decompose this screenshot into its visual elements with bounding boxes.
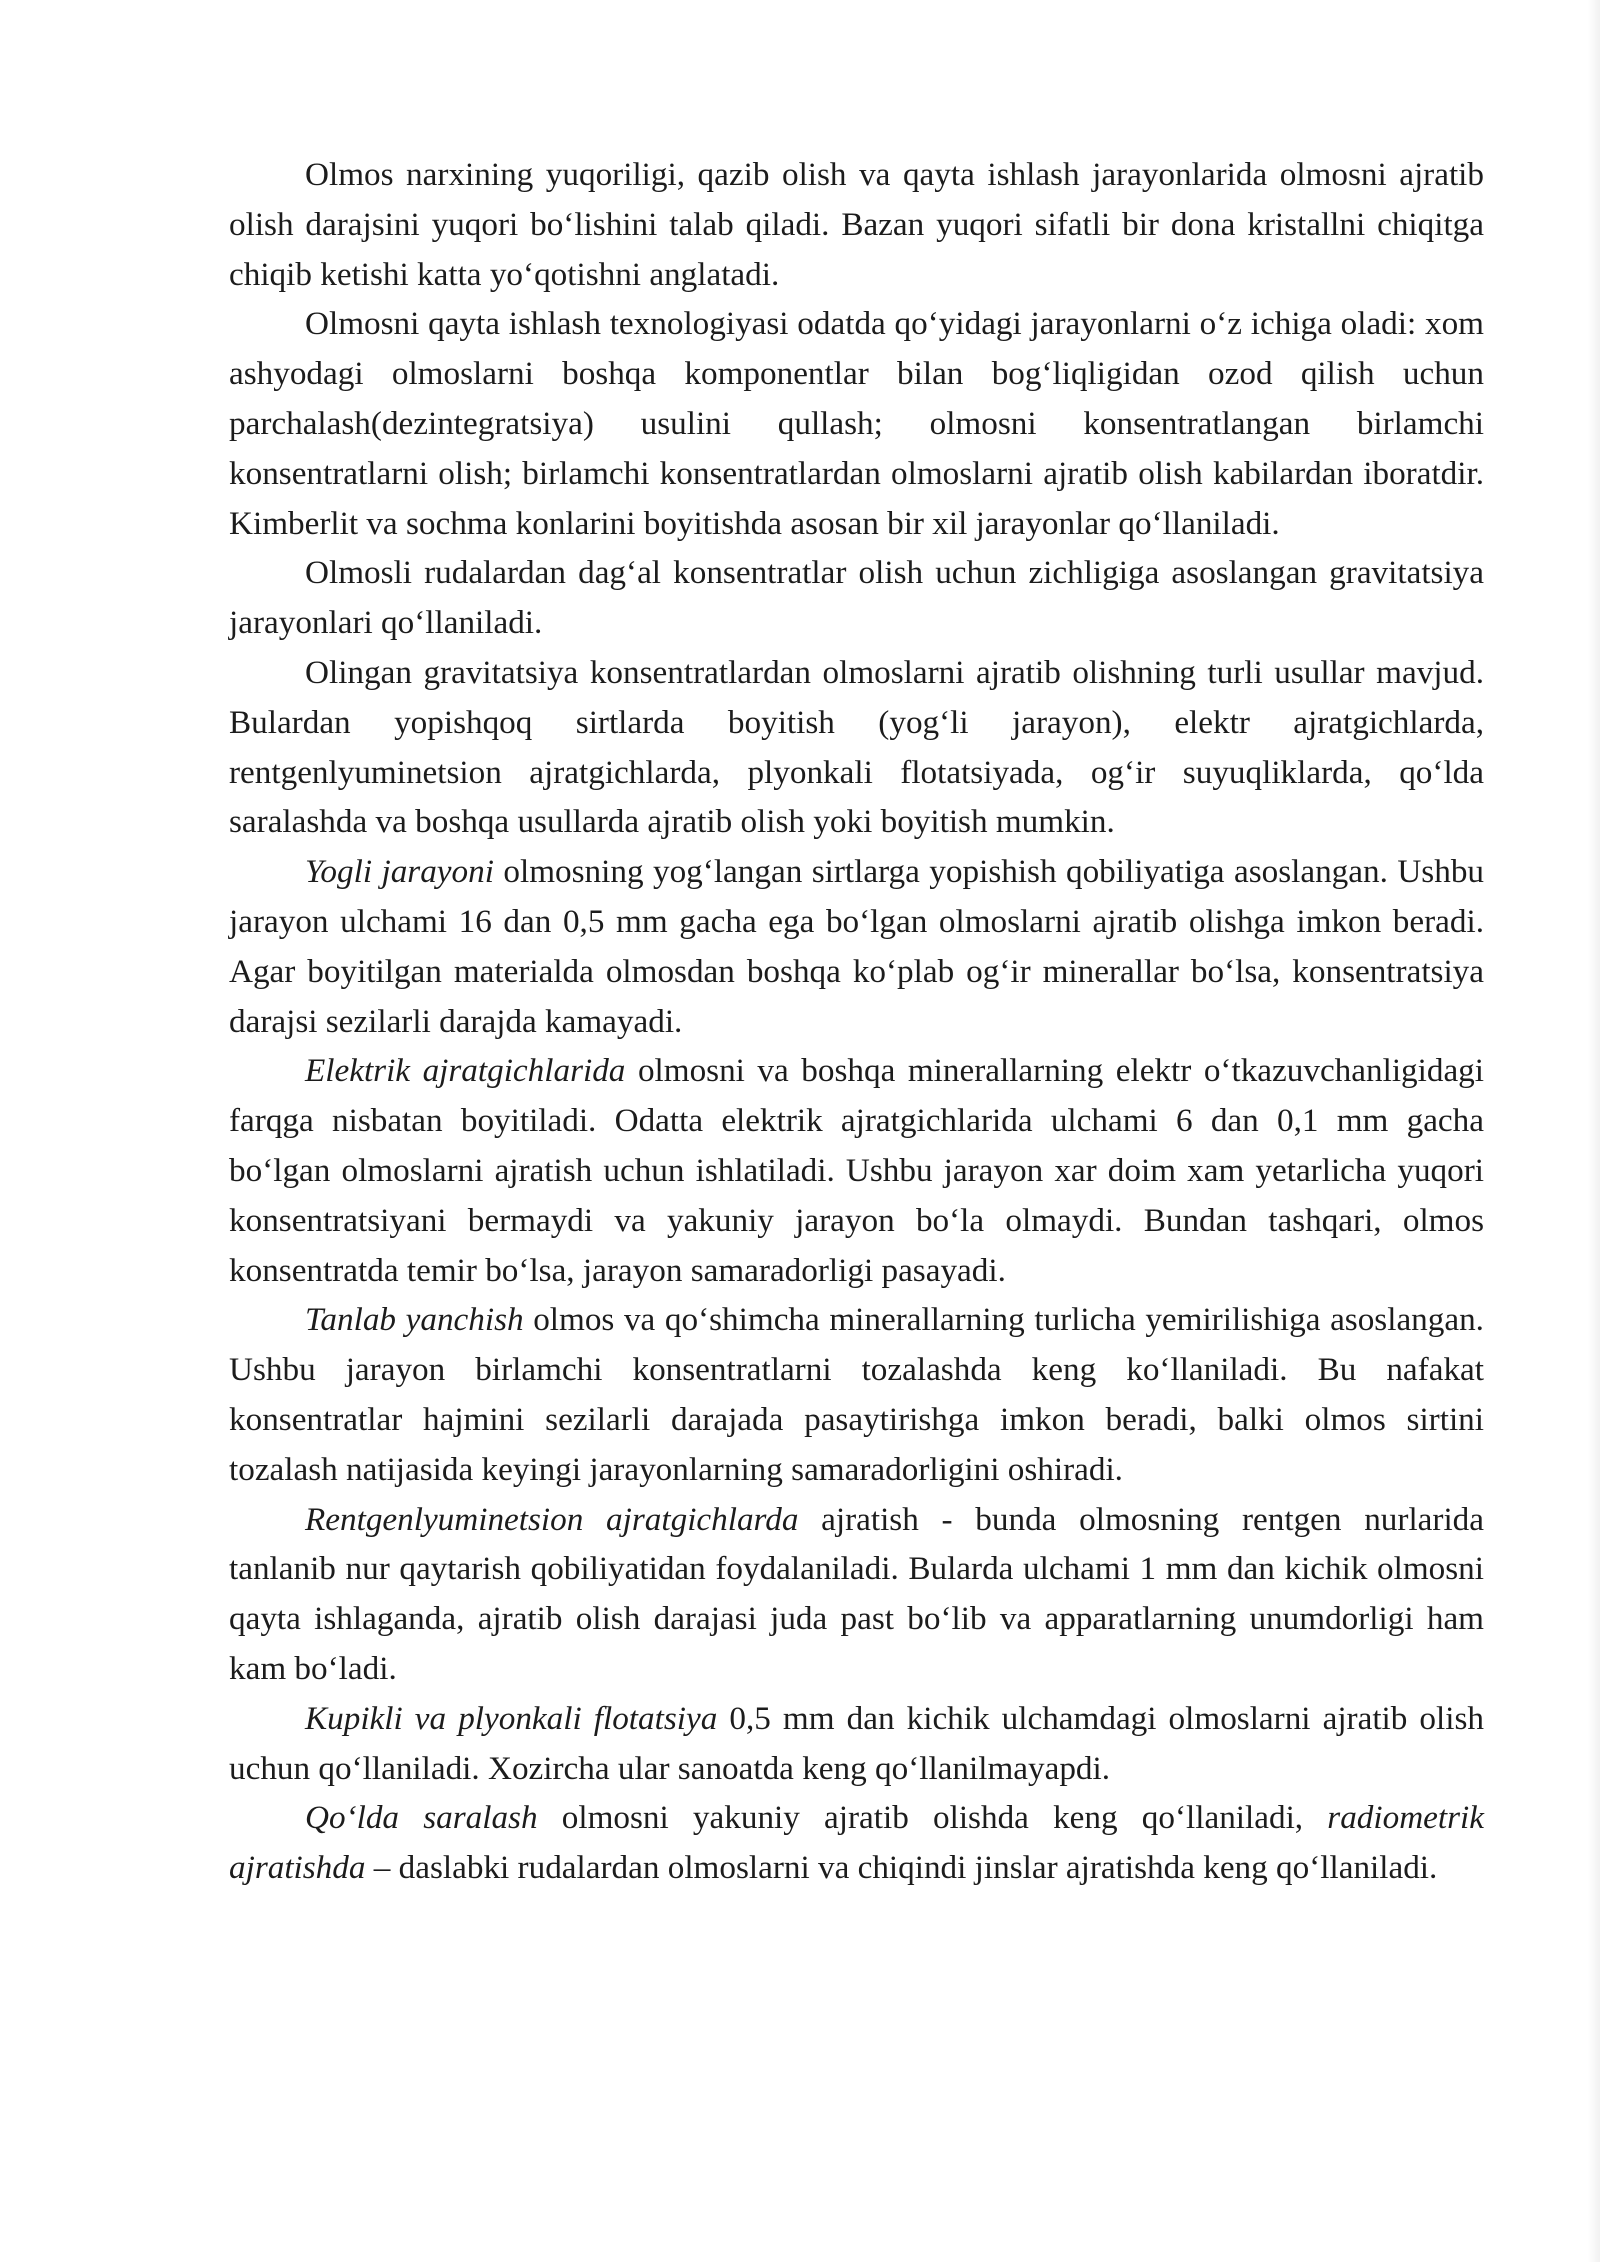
paragraph-text: Olmosli rudalardan dag‘al konsentratlar olish uchun zichligiga asoslangan gravitatsiya jarayonlari qo‘llaniladi. bbox=[229, 554, 1484, 642]
page-edge-shadow bbox=[1588, 0, 1600, 2262]
italic-term: Elektrik ajratgichlarida bbox=[305, 1052, 626, 1090]
paragraph bbox=[229, 1295, 1484, 1494]
italic-term: Yogli jarayoni bbox=[305, 853, 494, 891]
italic-term: Kupikli va plyonkali flotatsiya bbox=[305, 1699, 718, 1737]
paragraph-text: olmosni yakuniy ajratib olishda keng qo‘llaniladi, bbox=[537, 1799, 1328, 1837]
paragraph bbox=[229, 847, 1484, 1046]
document-body bbox=[229, 150, 1484, 1893]
paragraph bbox=[229, 1046, 1484, 1295]
paragraph-text: olmos va qo‘shimcha minerallarning turlicha yemirilishiga asoslangan. Ushbu jarayon birlamchi konsentratlarni tozalashda keng ko‘llaniladi. Bu nafakat konsentratlar hajmini sezilarli darajada pasaytirishga imkon beradi, balki olmos sirtini tozalash natijasida keyingi jarayonlarning samaradorligini oshiradi. bbox=[229, 1301, 1484, 1488]
paragraph bbox=[229, 1694, 1484, 1794]
paragraph bbox=[229, 548, 1484, 648]
italic-term: Rentgenlyuminetsion ajratgichlarda bbox=[305, 1500, 799, 1538]
paragraph bbox=[229, 299, 1484, 548]
italic-term: Tanlab yanchish bbox=[305, 1301, 524, 1339]
paragraph bbox=[229, 648, 1484, 847]
paragraph-text: olmosning yog‘langan sirtlarga yopishish qobiliyatiga asoslangan. Ushbu jarayon ulchami 16 dan 0,5 mm gacha ega bo‘lgan olmoslarni ajratib olishga imkon beradi. Agar boyitilgan materialda olmosdan boshqa ko‘plab og‘ir minerallar bo‘lsa, konsentratsiya darajsi sezilarli darajda kamayadi. bbox=[229, 853, 1485, 1040]
italic-term: Qo‘lda saralash bbox=[305, 1799, 538, 1837]
italic-term: radiometrik ajratishda bbox=[229, 1799, 1484, 1887]
paragraph-text: – daslabki rudalardan olmoslarni va chiqindi jinslar ajratishda keng qo‘llaniladi. bbox=[365, 1849, 1438, 1887]
paragraph-text: Olmosni qayta ishlash texnologiyasi odatda qo‘yidagi jarayonlarni o‘z ichiga oladi: xom ashyodagi olmoslarni boshqa komponentlar bilan bog‘liqligidan ozod qilish uchun parchalash(dezintegratsiya) usulini qullash; olmosni konsentratlangan birlamchi konsentratlarni olish; birlamchi konsentratlardan olmoslarni ajratib olish kabilardan iboratdir. Kimberlit va sochma konlarini boyitishda asosan bir xil jarayonlar qo‘llaniladi. bbox=[229, 305, 1484, 542]
paragraph-text: olmosni va boshqa minerallarning elektr o‘tkazuvchanligidagi farqga nisbatan boyitiladi. Odatta elektrik ajratgichlarida ulchami 6 dan 0,1 mm gacha bo‘lgan olmoslarni ajratish uchun ishlatiladi. Ushbu jarayon xar doim xam yetarlicha yuqori konsentratsiyani bermaydi va yakuniy jarayon bo‘la olmaydi. Bundan tashqari, olmos konsentratda temir bo‘lsa, jarayon samaradorligi pasayadi. bbox=[229, 1052, 1484, 1289]
paragraph bbox=[229, 150, 1484, 299]
paragraph bbox=[229, 1793, 1484, 1893]
paragraph bbox=[229, 1495, 1484, 1694]
paragraph-text: ajratish - bunda olmosning rentgen nurlarida tanlanib nur qaytarish qobiliyatidan foydalaniladi. Bularda ulchami 1 mm dan kichik olmosni qayta ishlaganda, ajratib olish darajasi juda past bo‘lib va apparatlarning unumdorligi ham kam bo‘ladi. bbox=[229, 1500, 1485, 1687]
paragraph-text: Olingan gravitatsiya konsentratlardan olmoslarni ajratib olishning turli usullar mavjud. Bulardan yopishqoq sirtlarda boyitish (yog‘li jarayon), elektr ajratgichlarda, rentgenlyuminetsion ajratgichlarda, plyonkali flotatsiyada, og‘ir suyuqliklarda, qo‘lda saralashda va boshqa usullarda ajratib olish yoki boyitish mumkin. bbox=[229, 653, 1484, 841]
paragraph-text: Olmos narxining yuqoriligi, qazib olish va qayta ishlash jarayonlarida olmosni ajratib olish darajsini yuqori bo‘lishini talab qiladi. Bazan yuqori sifatli bir dona kristallni chiqitga chiqib ketishi katta yo‘qotishni anglatadi. bbox=[229, 156, 1484, 293]
paragraph-text: 0,5 mm dan kichik ulchamdagi olmoslarni ajratib olish uchun qo‘llaniladi. Xozircha ular sanoatda keng qo‘llanilmayapdi. bbox=[229, 1699, 1484, 1787]
